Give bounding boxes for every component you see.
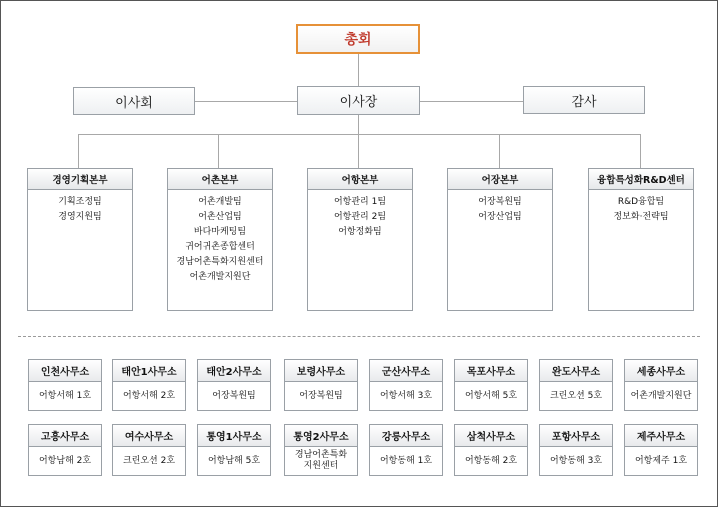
office-name: 목포사무소 — [455, 360, 527, 382]
office-unit: 어항남해 2호 — [38, 455, 92, 466]
team-item: 경남어촌특화지원센터 — [176, 257, 264, 267]
office-box — [454, 424, 528, 476]
office-name: 통영2사무소 — [285, 425, 357, 447]
office-name: 군산사무소 — [370, 360, 442, 382]
division-rnd-center — [588, 168, 694, 311]
connector-chairman-audit — [420, 101, 523, 102]
chairman-box — [297, 86, 420, 115]
office-name: 완도사무소 — [540, 360, 612, 382]
office-box — [197, 424, 271, 476]
team-item: 어촌산업팀 — [198, 212, 242, 222]
office-unit: 크린오션 2호 — [122, 455, 176, 466]
office-box — [539, 424, 613, 476]
office-name: 보령사무소 — [285, 360, 357, 382]
office-name: 포항사무소 — [540, 425, 612, 447]
office-unit: 어항서해 3호 — [379, 390, 433, 401]
team-item: 어촌개발지원단 — [189, 272, 251, 282]
audit-box — [523, 86, 645, 114]
connector-board-chairman — [195, 101, 297, 102]
connector-assembly-chairman — [358, 54, 359, 86]
office-box — [539, 359, 613, 411]
office-unit: 어항동해 1호 — [379, 455, 433, 466]
division-title: 융합특성화R&D센터 — [589, 169, 693, 190]
office-box — [624, 424, 698, 476]
connector-division-drop-4 — [499, 134, 500, 168]
connector-division-bus — [78, 134, 640, 135]
office-unit: 어장복원팀 — [212, 390, 256, 401]
office-box — [28, 424, 102, 476]
division-fishing-ground — [447, 168, 553, 311]
connector-division-drop-2 — [218, 134, 219, 168]
division-title: 경영기획본부 — [28, 169, 132, 190]
office-name: 강릉사무소 — [370, 425, 442, 447]
office-box — [112, 424, 186, 476]
office-box — [369, 359, 443, 411]
office-unit: 어항동해 3호 — [549, 455, 603, 466]
team-item: 정보화·전략팀 — [613, 212, 669, 222]
office-box — [624, 359, 698, 411]
office-name: 고흥사무소 — [29, 425, 101, 447]
board-of-directors-box — [73, 87, 195, 115]
board-of-directors-label: 이사회 — [115, 95, 153, 111]
team-item: 어항관리 2팀 — [333, 212, 387, 222]
team-item: 기획조정팀 — [58, 197, 102, 207]
office-box — [369, 424, 443, 476]
office-box — [284, 424, 358, 476]
team-item: 어장복원팀 — [478, 197, 522, 207]
team-item: 바다마케팅팀 — [193, 227, 247, 237]
connector-division-drop-3 — [358, 134, 359, 168]
office-unit: 어항서해 2호 — [122, 390, 176, 401]
chairman-label: 이사장 — [339, 95, 378, 110]
office-name: 태안1사무소 — [113, 360, 185, 382]
office-unit: 어항동해 2호 — [464, 455, 518, 466]
office-unit: 어항제주 1호 — [634, 455, 688, 466]
division-fishing-port — [307, 168, 413, 311]
section-divider — [18, 336, 700, 337]
division-title: 어장본부 — [448, 169, 552, 190]
connector-chairman-trunk — [358, 115, 359, 134]
team-item: 어장산업팀 — [478, 212, 522, 222]
office-unit: 어촌개발지원단 — [630, 390, 692, 401]
office-unit: 어항서해 5호 — [464, 390, 518, 401]
office-name: 태안2사무소 — [198, 360, 270, 382]
office-box — [28, 359, 102, 411]
office-unit: 경남어촌특화 지원센터 — [294, 450, 348, 471]
office-unit: 어항서해 1호 — [38, 390, 92, 401]
office-box — [112, 359, 186, 411]
general-assembly-label: 총회 — [344, 32, 372, 48]
audit-label: 감사 — [571, 94, 597, 110]
office-name: 삼척사무소 — [455, 425, 527, 447]
office-unit: 어장복원팀 — [299, 390, 343, 401]
division-title: 어항본부 — [308, 169, 412, 190]
office-name: 인천사무소 — [29, 360, 101, 382]
team-item: 경영지원팀 — [58, 212, 102, 222]
team-item: 어항정화팀 — [338, 227, 382, 237]
office-box — [197, 359, 271, 411]
team-item: 어항관리 1팀 — [333, 197, 387, 207]
office-name: 제주사무소 — [625, 425, 697, 447]
division-fishing-village — [167, 168, 273, 311]
office-name: 여수사무소 — [113, 425, 185, 447]
office-name: 통영1사무소 — [198, 425, 270, 447]
office-unit: 크린오션 5호 — [549, 390, 603, 401]
office-box — [454, 359, 528, 411]
team-item: 귀어귀촌종합센터 — [185, 242, 255, 252]
team-item: 어촌개발팀 — [198, 197, 242, 207]
connector-division-drop-1 — [78, 134, 79, 168]
connector-division-drop-5 — [640, 134, 641, 168]
team-item: R&D융합팀 — [617, 197, 665, 207]
division-title: 어촌본부 — [168, 169, 272, 190]
office-box — [284, 359, 358, 411]
division-management-planning — [27, 168, 133, 311]
general-assembly-box — [296, 24, 420, 54]
office-name: 세종사무소 — [625, 360, 697, 382]
office-unit: 어항남해 5호 — [207, 455, 261, 466]
